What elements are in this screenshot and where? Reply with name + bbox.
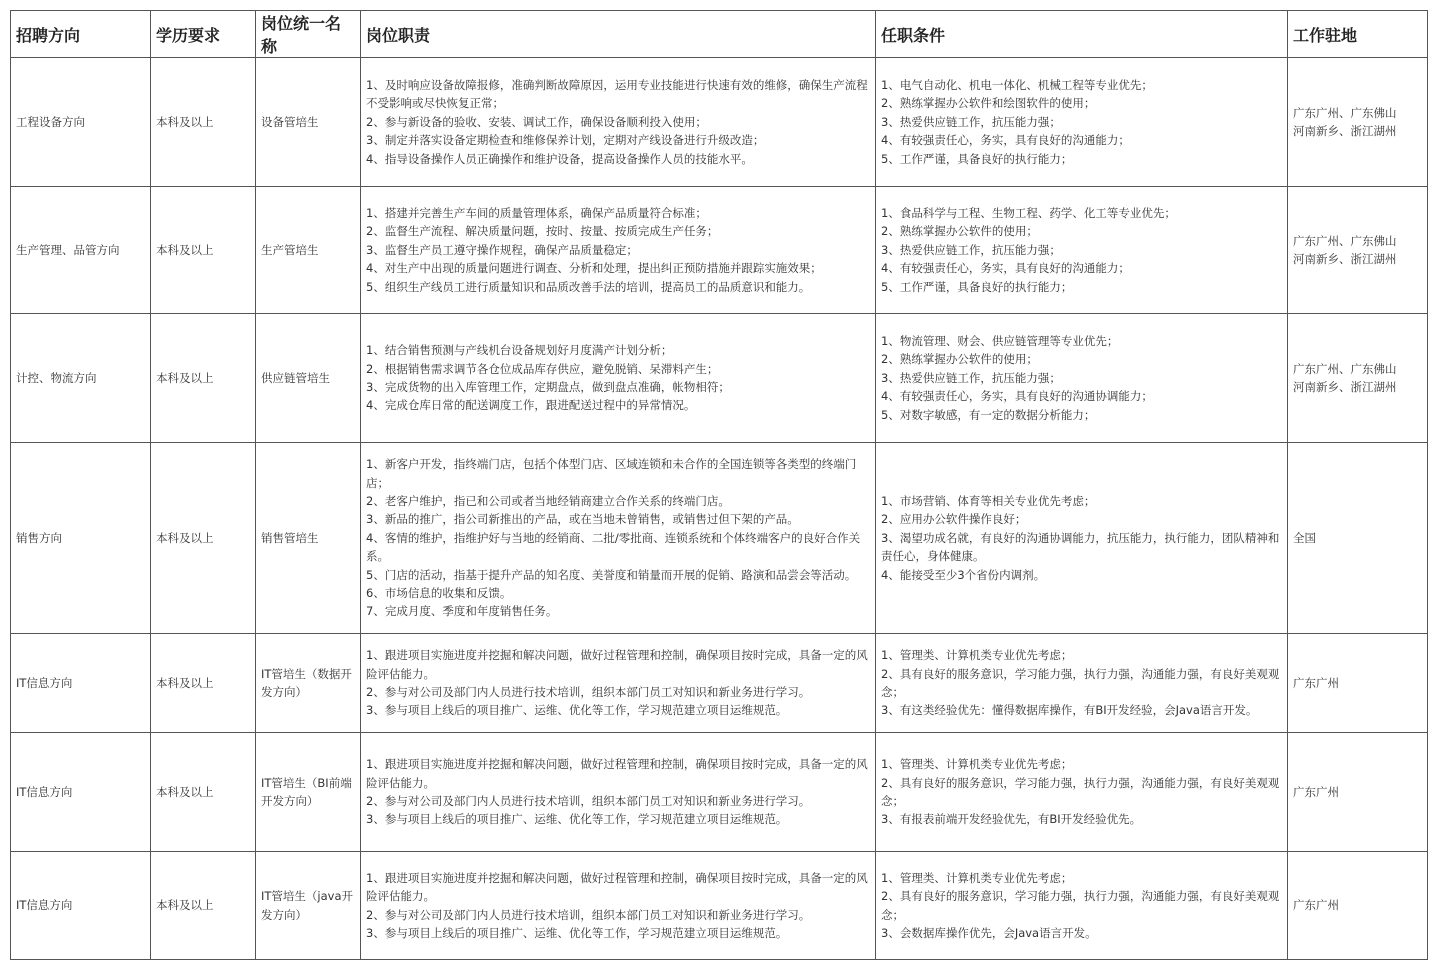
duties-cell-line: 4、对生产中出现的质量问题进行调查、分析和处理，提出纠正预防措施并跟踪实施效果； — [366, 261, 822, 276]
requirements-cell-line: 1、物流管理、财会、供应链管理等专业优先； — [881, 333, 1119, 348]
table-row — [11, 187, 1428, 314]
education-cell: 本科及以上 — [151, 634, 256, 733]
header-position: 岗位统一名称 — [256, 11, 361, 58]
duties-cell-line: 3、制定并落实设备定期检查和维修保养计划，定期对产线设备进行升级改造； — [366, 133, 765, 148]
education-cell: 本科及以上 — [151, 852, 256, 960]
position-cell: IT管培生（BI前端开发方向） — [256, 733, 361, 852]
education-cell: 本科及以上 — [151, 733, 256, 852]
duties-cell-line: 2、参与对公司及部门内人员进行技术培训，组织本部门员工对知识和新业务进行学习。 — [366, 685, 811, 699]
location-cell: 广东广州 — [1288, 733, 1428, 852]
header-education: 学历要求 — [151, 11, 256, 58]
requirements-cell-line: 1、食品科学与工程、生物工程、药学、化工等专业优先； — [881, 205, 1176, 220]
duties-cell-line: 6、市场信息的收集和反馈。 — [366, 586, 512, 601]
table-row — [11, 852, 1428, 960]
requirements-cell — [876, 852, 1288, 960]
requirements-cell-line: 4、能接受至少3个省份内调剂。 — [881, 567, 1046, 582]
duties-cell-line: 4、完成仓库日常的配送调度工作，跟进配送过程中的异常情况。 — [366, 398, 696, 413]
duties-cell — [361, 58, 876, 187]
location-cell: 广东广州、广东佛山 河南新乡、浙江湖州 — [1288, 187, 1428, 314]
requirements-cell-line: 3、有报表前端开发经验优先，有BI开发经验优先。 — [881, 812, 1142, 827]
duties-cell-line: 3、参与项目上线后的项目推广、运维、优化等工作，学习规范建立项目运维规范。 — [366, 812, 788, 827]
education-cell: 本科及以上 — [151, 187, 256, 314]
requirements-cell-line: 1、管理类、计算机类专业优先考虑； — [881, 648, 1073, 663]
header-requirements: 任职条件 — [876, 11, 1288, 58]
duties-cell-line: 3、监督生产员工遵守操作规程，确保产品质量稳定； — [366, 242, 638, 257]
duties-cell-line: 3、参与项目上线后的项目推广、运维、优化等工作，学习规范建立项目运维规范。 — [366, 925, 788, 940]
duties-cell-line: 1、新客户开发，指终端门店，包括个体型门店、区域连锁和未合作的全国连锁等各类型的终端门店； — [366, 457, 857, 490]
requirements-cell-line: 1、管理类、计算机类专业优先考虑； — [881, 870, 1073, 885]
duties-cell-line: 3、完成货物的出入库管理工作，定期盘点，做到盘点准确，帐物相符； — [366, 380, 730, 394]
header-direction: 招聘方向 — [11, 11, 151, 58]
education-cell: 本科及以上 — [151, 58, 256, 187]
location-cell: 广东广州、广东佛山 河南新乡、浙江湖州 — [1288, 58, 1428, 187]
direction-cell: 生产管理、品管方向 — [11, 187, 151, 314]
requirements-cell-line: 4、有较强责任心，务实，具有良好的沟通能力； — [881, 261, 1130, 276]
table-row — [11, 314, 1428, 443]
requirements-cell-line: 5、工作严谨，具备良好的执行能力； — [881, 279, 1073, 294]
requirements-cell-line: 2、熟练掌握办公软件的使用； — [881, 352, 1038, 367]
requirements-cell — [876, 634, 1288, 733]
duties-cell-line: 2、参与新设备的验收、安装、调试工作，确保设备顺利投入使用； — [366, 114, 707, 129]
location-cell: 广东广州 — [1288, 852, 1428, 960]
requirements-cell-line: 3、热爱供应链工作，抗压能力强； — [881, 370, 1061, 385]
position-cell: IT管培生（java开发方向） — [256, 852, 361, 960]
duties-cell — [361, 733, 876, 852]
requirements-cell-line: 2、具有良好的服务意识，学习能力强，执行力强，沟通能力强，有良好美观观念； — [881, 666, 1280, 699]
direction-cell: 销售方向 — [11, 443, 151, 634]
recruitment-table — [10, 10, 1428, 960]
duties-cell-line: 5、门店的活动，指基于提升产品的知名度、美誉度和销量而开展的促销、路演和品尝会等活动。 — [366, 567, 857, 582]
requirements-cell-line: 1、管理类、计算机类专业优先考虑； — [881, 757, 1073, 772]
duties-cell-line: 2、老客户维护，指已和公司或者当地经销商建立合作关系的终端门店。 — [366, 493, 730, 508]
duties-cell-line: 1、结合销售预测与产线机台设备规划好月度满产计划分析； — [366, 343, 673, 358]
duties-cell-line: 3、参与项目上线后的项目推广、运维、优化等工作，学习规范建立项目运维规范。 — [366, 703, 788, 718]
requirements-cell — [876, 733, 1288, 852]
table-row — [11, 733, 1428, 852]
requirements-cell-line: 2、熟练掌握办公软件的使用； — [881, 224, 1038, 239]
duties-cell-line: 5、组织生产线员工进行质量知识和品质改善手法的培训，提高员工的品质意识和能力。 — [366, 279, 811, 294]
requirements-cell-line: 5、工作严谨，具备良好的执行能力； — [881, 151, 1073, 166]
duties-cell — [361, 852, 876, 960]
duties-cell-line: 1、跟进项目实施进度并挖掘和解决问题，做好过程管理和控制，确保项目按时完成，具备一定的风险评估能力。 — [366, 757, 868, 790]
duties-cell — [361, 443, 876, 634]
requirements-cell-line: 1、市场营销、体育等相关专业优先考虑； — [881, 493, 1096, 508]
table-row — [11, 634, 1428, 733]
duties-cell-line: 4、客情的维护，指维护好与当地的经销商、二批/零批商、连锁系统和个体终端客户的良好合作关系。 — [366, 530, 861, 564]
direction-cell: IT信息方向 — [11, 852, 151, 960]
position-cell: 生产管培生 — [256, 187, 361, 314]
position-cell: 设备管培生 — [256, 58, 361, 187]
education-cell: 本科及以上 — [151, 443, 256, 634]
table-row — [11, 443, 1428, 634]
direction-cell: IT信息方向 — [11, 733, 151, 852]
duties-cell-line: 1、跟进项目实施进度并挖掘和解决问题，做好过程管理和控制，确保项目按时完成，具备一定的风险评估能力。 — [366, 648, 868, 681]
duties-cell-line: 1、及时响应设备故障报修，准确判断故障原因，运用专业技能进行快速有效的维修，确保生产流程不受影响或尽快恢复正常； — [366, 77, 868, 111]
header-location: 工作驻地 — [1288, 11, 1428, 58]
duties-cell — [361, 634, 876, 733]
requirements-cell-line: 4、有较强责任心，务实，具有良好的沟通能力； — [881, 133, 1130, 148]
requirements-cell — [876, 314, 1288, 443]
education-cell: 本科及以上 — [151, 314, 256, 443]
table-row — [11, 58, 1428, 187]
duties-cell-line: 4、指导设备操作人员正确操作和维护设备，提高设备操作人员的技能水平。 — [366, 151, 753, 166]
requirements-cell-line: 2、具有良好的服务意识，学习能力强，执行力强，沟通能力强，有良好美观观念； — [881, 775, 1280, 808]
requirements-cell-line: 3、热爱供应链工作，抗压能力强； — [881, 114, 1061, 129]
requirements-cell-line: 2、应用办公软件操作良好； — [881, 512, 1027, 527]
requirements-cell-line: 3、热爱供应链工作，抗压能力强； — [881, 242, 1061, 257]
position-cell: 销售管培生 — [256, 443, 361, 634]
position-cell: 供应链管培生 — [256, 314, 361, 443]
requirements-cell-line: 3、会数据库操作优先，会Java语言开发。 — [881, 925, 1097, 940]
requirements-cell-line: 3、渴望功成名就，有良好的沟通协调能力，抗压能力，执行能力，团队精神和责任心，身体健康。 — [881, 530, 1280, 564]
duties-cell-line: 2、参与对公司及部门内人员进行技术培训，组织本部门员工对知识和新业务进行学习。 — [366, 794, 811, 808]
location-cell: 广东广州 — [1288, 634, 1428, 733]
duties-cell-line: 1、跟进项目实施进度并挖掘和解决问题，做好过程管理和控制，确保项目按时完成，具备一定的风险评估能力。 — [366, 870, 868, 904]
requirements-cell-line: 3、有这类经验优先：懂得数据库操作，有BI开发经验，会Java语言开发。 — [881, 703, 1258, 718]
requirements-cell — [876, 58, 1288, 187]
duties-cell-line: 1、搭建并完善生产车间的质量管理体系，确保产品质量符合标准； — [366, 205, 707, 220]
header-duties: 岗位职责 — [361, 11, 876, 58]
location-cell: 广东广州、广东佛山 河南新乡、浙江湖州 — [1288, 314, 1428, 443]
requirements-cell-line: 2、具有良好的服务意识，学习能力强，执行力强，沟通能力强，有良好美观观念； — [881, 889, 1280, 922]
requirements-cell — [876, 443, 1288, 634]
duties-cell — [361, 314, 876, 443]
duties-cell-line: 7、完成月度、季度和年度销售任务。 — [366, 604, 558, 619]
direction-cell: IT信息方向 — [11, 634, 151, 733]
requirements-cell-line: 4、有较强责任心，务实，具有良好的沟通协调能力； — [881, 389, 1153, 404]
duties-cell-line: 3、新品的推广，指公司新推出的产品，或在当地未曾销售，或销售过但下架的产品。 — [366, 512, 799, 527]
requirements-cell-line: 5、对数字敏感，有一定的数据分析能力； — [881, 407, 1096, 422]
duties-cell-line: 2、参与对公司及部门内人员进行技术培训，组织本部门员工对知识和新业务进行学习。 — [366, 907, 811, 922]
header-row — [11, 11, 1428, 58]
duties-cell-line: 2、根据销售需求调节各仓位成品库存供应，避免脱销、呆滞料产生； — [366, 361, 719, 376]
requirements-cell-line: 2、熟练掌握办公软件和绘图软件的使用； — [881, 96, 1096, 111]
position-cell: IT管培生（数据开发方向） — [256, 634, 361, 733]
requirements-cell-line: 1、电气自动化、机电一体化、机械工程等专业优先； — [881, 77, 1153, 92]
direction-cell: 计控、物流方向 — [11, 314, 151, 443]
duties-cell — [361, 187, 876, 314]
direction-cell: 工程设备方向 — [11, 58, 151, 187]
duties-cell-line: 2、监督生产流程、解决质量问题，按时、按量、按质完成生产任务； — [366, 224, 719, 239]
requirements-cell — [876, 187, 1288, 314]
location-cell: 全国 — [1288, 443, 1428, 634]
